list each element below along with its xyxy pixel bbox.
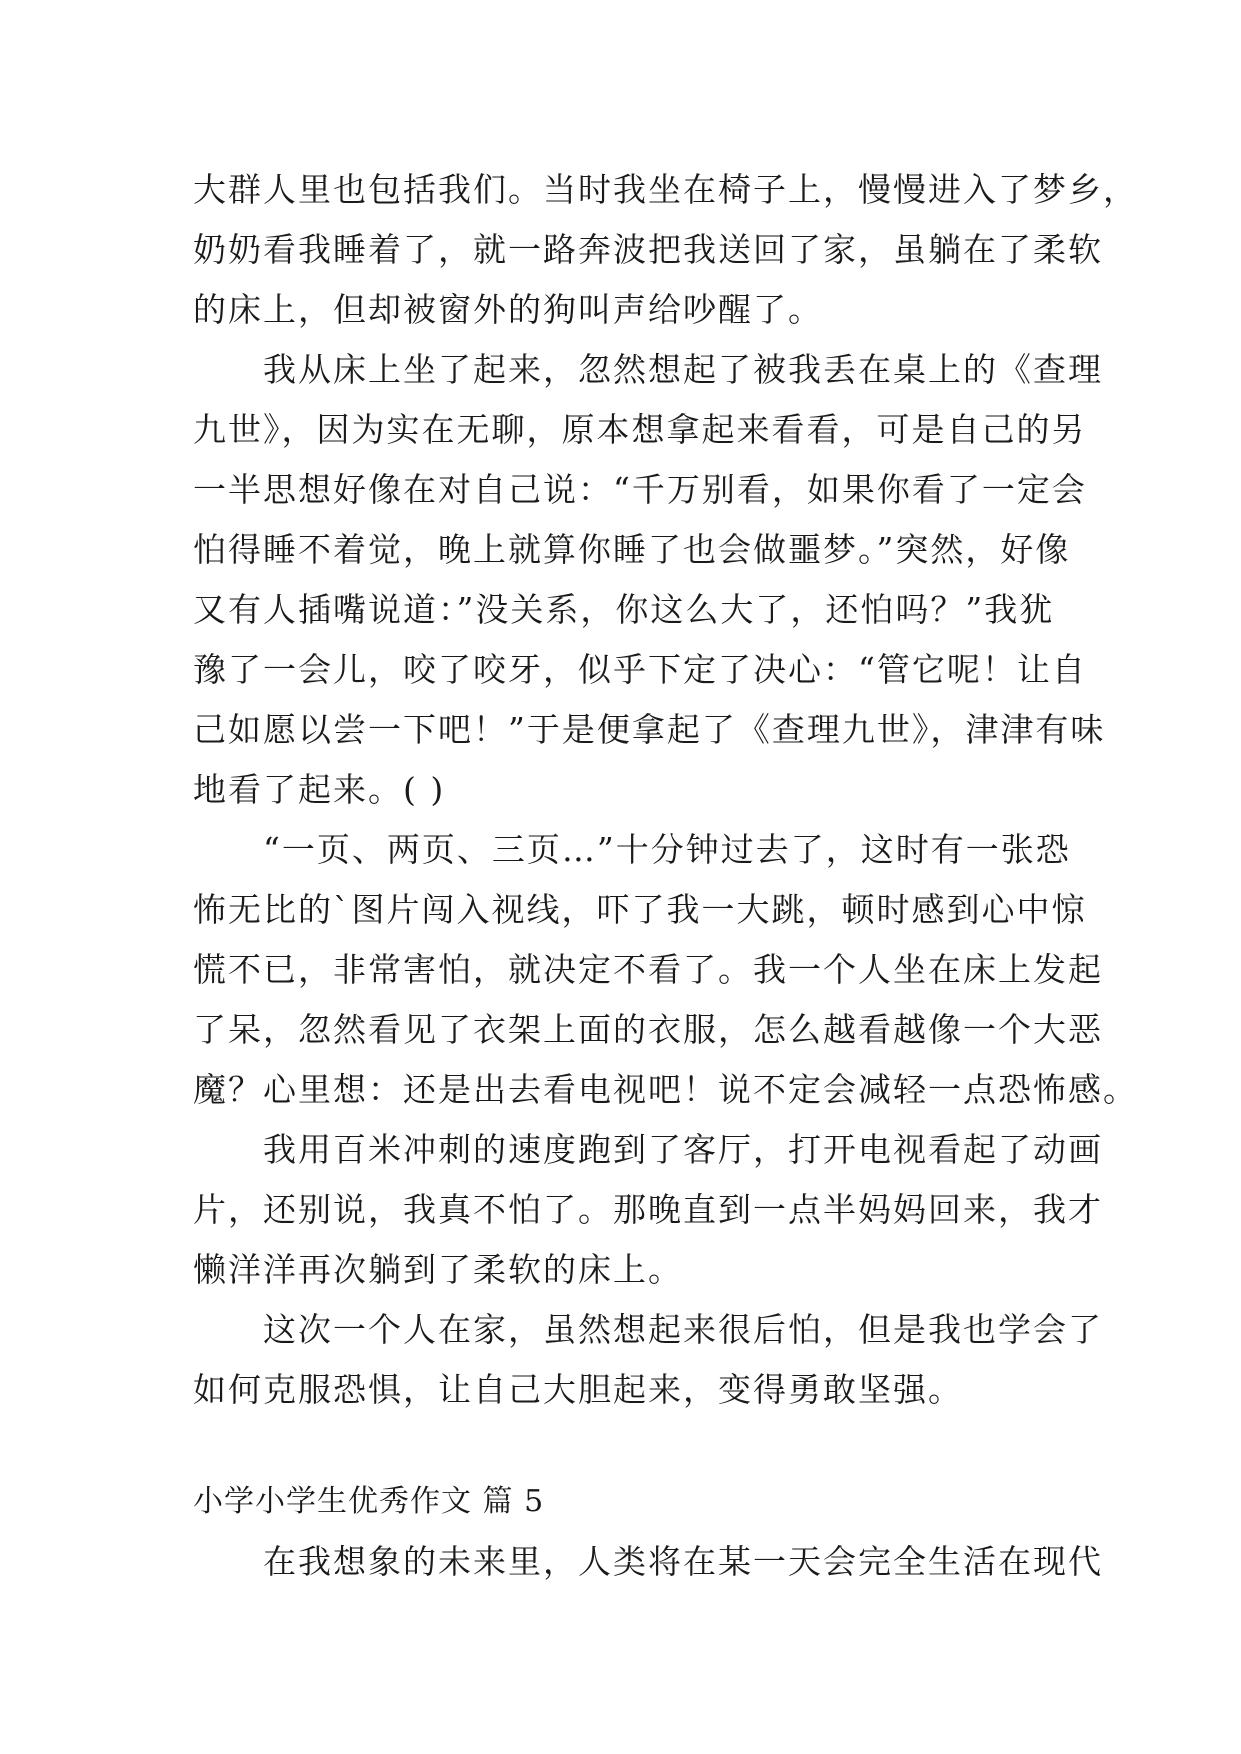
text-line: 怖无比的`图片闯入视线，吓了我一大跳，顿时感到心中惊 [193, 890, 1087, 929]
text-line: 我从床上坐了起来，忽然想起了被我丢在桌上的《查理 [193, 350, 1103, 389]
text-line: 怕得睡不着觉，晚上就算你睡了也会做噩梦。”突然，好像 [193, 530, 1071, 569]
text-line: 魔？心里想：还是出去看电视吧！说不定会减轻一点恐怖感。 [193, 1070, 1138, 1109]
text-line: 己如愿以尝一下吧！”于是便拿起了《查理九世》，津津有味 [193, 710, 1106, 749]
text-line: 大群人里也包括我们。当时我坐在椅子上，慢慢进入了梦乡， [193, 170, 1138, 209]
text-line: 的床上，但却被窗外的狗叫声给吵醒了。 [193, 290, 823, 329]
document-page [193, 160, 1138, 1592]
text-line: 了呆，忽然看见了衣架上面的衣服，怎么越看越像一个大恶 [193, 1010, 1103, 1049]
text-line: 九世》，因为实在无聊，原本想拿起来看看，可是自己的另 [193, 410, 1087, 449]
text-line: 又有人插嘴说道：”没关系，你这么大了，还怕吗？”我犹 [193, 590, 1055, 629]
text-line: 慌不已，非常害怕，就决定不看了。我一个人坐在床上发起 [193, 950, 1103, 989]
text-line: 豫了一会儿，咬了咬牙，似乎下定了决心：“管它呢！让自 [193, 650, 1087, 689]
text-line: 一半思想好像在对自己说：“千万别看，如果你看了一定会 [193, 470, 1087, 509]
section-title: 小学小学生优秀作文 篇 5 [193, 1484, 545, 1519]
text-line: 懒洋洋再次躺到了柔软的床上。 [193, 1250, 683, 1289]
text-line: 片，还别说，我真不怕了。那晚直到一点半妈妈回来，我才 [193, 1190, 1103, 1229]
text-line: 地看了起来。( ) [193, 770, 446, 809]
text-line: 如何克服恐惧，让自己大胆起来，变得勇敢坚强。 [193, 1370, 963, 1409]
text-line: 这次一个人在家，虽然想起来很后怕，但是我也学会了 [193, 1310, 1103, 1349]
text-line: 奶奶看我睡着了，就一路奔波把我送回了家，虽躺在了柔软 [193, 230, 1103, 269]
text-line: 在我想象的未来里，人类将在某一天会完全生活在现代 [193, 1542, 1103, 1581]
text-line: 我用百米冲刺的速度跑到了客厅，打开电视看起了动画 [193, 1130, 1103, 1169]
section-spacer [193, 1420, 1063, 1472]
text-line: “一页、两页、三页…”十分钟过去了，这时有一张恐 [193, 830, 1071, 869]
